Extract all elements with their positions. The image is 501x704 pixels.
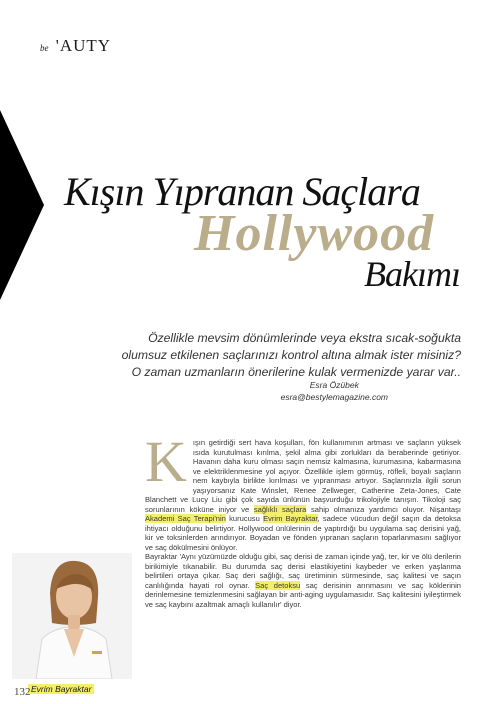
author-email: esra@bestylemagazine.com (280, 392, 388, 402)
paragraph-2-part-a: Bayraktar 'Aynı yüzümüzde olduğu gibi, saç derisi de zaman içinde yağ, ter, kir ve ölü derilerin birikimiyle tıkanabilir. Bu durumda saç derisi elastikiyetini kaybeder ve erken yaşlanma belirtileri ortaya çıkar. Saç deri sağlığı, saç üretiminin sürmesinde, saç kalitesi ve saçın canlılığında hayati rol oynar. (145, 552, 461, 590)
headline-line-3: Bakımı (364, 254, 460, 294)
drop-cap: K (145, 429, 187, 494)
photo-caption: Evrim Bayraktar (28, 684, 94, 694)
paragraph-1-part-b: sahip olmanıza yardımcı oluyor. Nişantaşı (306, 504, 461, 514)
portrait-illustration (12, 553, 132, 679)
paragraph-1-part-d: , sadece vücudun değil saçın da detoksa ihtiyacı olduğunu belirtiyor. Hollywood ünlülerinin de yaptırdığı bu uygulama saç derisini yağ, kir ve toksinlerden arındırıyor. Boyadan ve fönden yıpranan saçların toparlanmasını sağlıyor ve saç dökülmesini önlüyor. (145, 514, 462, 552)
highlight-founder-name: Evrim Bayraktar (263, 514, 318, 523)
byline (281, 379, 388, 403)
page-number: 132 (14, 686, 31, 698)
article-body (145, 429, 462, 609)
paragraph-2 (145, 552, 461, 609)
decorative-wedge (0, 110, 46, 300)
paragraph-1-part-a: ışın getirdiği sert hava koşulları, fön kullanımının artması ve saçların yüksek ısıda kurutulması kırılma, şekil alma gibi zorlukları da beraberinde getiriyor. Havanın daha kuru olması saçın nemsiz kalmasına, kurumasına, kabarmasına ve elektriklenmesine yol açıyor. Özellikle işlem görmüş, röfleli, boyalı saçların nem kaybıyla birlikte kırılması ve yıpranması artıyor. Saçlarınızla ilgili sorun yaşıyorsanız Kate Winslet, Renee Zellweger, Catherine Zeta-Jones, Cate Blanchett ve Lucy Liu gibi çok sayıda ünlünün başvurduğu trikolojiyle tanışın. Tikoloji saç sorunlarının köküne iniyor ve (145, 438, 461, 514)
highlight-hair-detox: Saç detoksu (255, 580, 301, 590)
headline-line-2: Hollywood (194, 205, 435, 262)
lead-paragraph (81, 330, 461, 381)
author-name: Esra Özübek (309, 380, 359, 390)
lead-line-1: Özellikle mevsim dönümlerinde veya ekstra sıcak-soğukta (148, 331, 461, 345)
highlight-healthy-hair: sağlıklı saçlara (253, 504, 307, 514)
headline-line-1: Kışın Yıpranan Saçlara (64, 169, 420, 214)
paragraph-1-part-c: kurucusu (225, 514, 264, 523)
paragraph-1 (145, 429, 462, 552)
section-prefix: be (40, 43, 49, 53)
paragraph-2-part-b: saç derisinin arınmasını ve saç köklerinin derinlemesine temizlenmesini sağlayan bir anti-aging uygulamasıdır. Saç kalitesini iyileştirmek ve saç kaybını azaltmak amaçlı kullanılır' diyor. (145, 580, 461, 609)
lead-line-3: O zaman uzmanların önerilerine kulak vermenizde yarar var.. (131, 365, 461, 379)
lead-line-2: olumsuz etkilenen saçlarınızı kontrol altına almak ister misiniz? (121, 348, 461, 362)
highlight-akademi: Akademi Saç Terapi'nin (145, 514, 226, 523)
section-name: 'AUTY (55, 36, 112, 55)
portrait-photo (12, 553, 132, 679)
section-label (40, 36, 111, 56)
